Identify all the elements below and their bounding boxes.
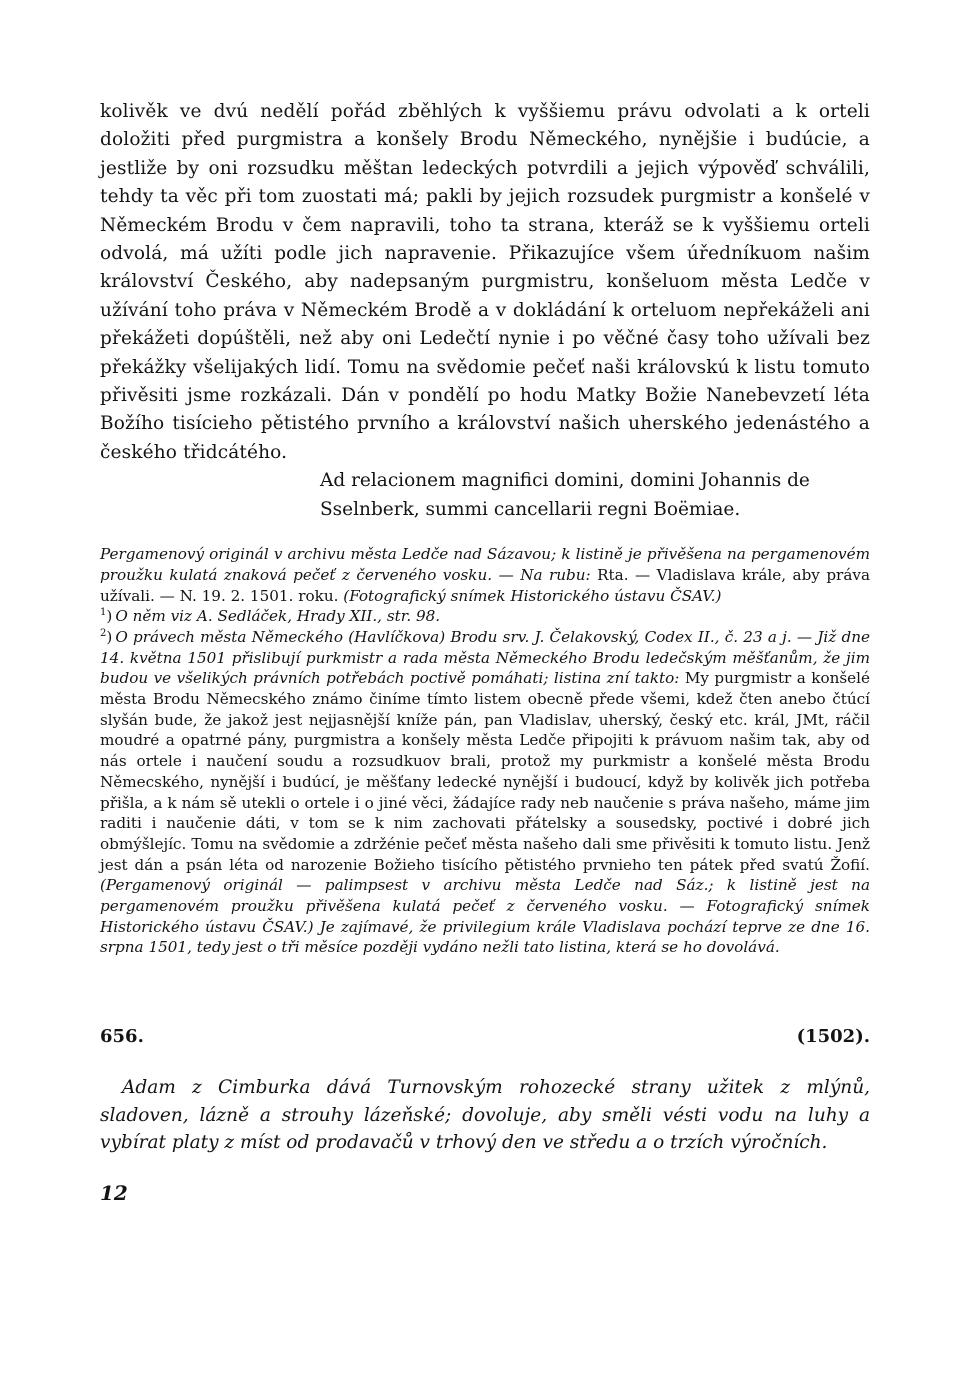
source-note-italic-2: (Fotografický snímek Historického ústavu ČSAV.) [343,586,722,605]
footnote-1 [100,606,870,627]
regest: Adam z Cimburka dává Turnovským rohozecké strany užitek z mlýnů, sladoven, lázně a strouhy lázeňské; dovoluje, aby směli vésti vodu na luhy a vybírat platy z míst od prodavačů v trhový den ve středu a o trzích výročních. [100,1077,870,1153]
document-header [100,1024,870,1050]
document-number: 656. [100,1026,144,1048]
footnote-2-paren: ) [106,627,113,646]
page-number: 12 [100,1181,128,1206]
document-date: (1502). [796,1026,870,1048]
source-note-roman-1: Rta. — Vladislava krále, aby práva užívali. — N. 19. 2. 1501. roku. [100,565,871,605]
source-note [100,544,870,606]
footnote-2-roman-1: My purgmistr a konšelé města Brodu Němecského známo činíme tímto listem obecně přede všemi, kdež čten anebo čtúcí slyšán bude, že jakož jest nejjasnější kníže pán, pan Vladislav, uherský, český etc. král, JMt, ráčil moudré a opatrné pány, purgmistra a konšely města Ledče připojiti k právuom našim tak, aby od nás ortele i naučení soudu a rozsudkuov brali, protož my purkmistr a konšelé města Brodu Němecského, nynější i budúcí, je měšťany ledecké nynější i budoucí, když by kolivěk jich potřeba přišla, a k nám sě utekli o ortele i o jiné věci, žádajíce rady neb naučenie s práva našeho, máme jim raditi i naučenie dáti, v tom se k nim zachovati přátelsky a sousedsky, poctivé i dobré jich obmýšlejíc. Tomu na svědomie a zdržénie pečeť města našeho dali sme přivěsiti k tomuto listu. Jenž jest dán a psán léta od narozenie Božieho tisícího pětistého prvnieho ten pátek před svatú Žofií. [100,669,870,874]
critical-apparatus [100,544,870,958]
footnote-2-italic-1: O právech města Německého (Havlíčkova) Brodu srv. J. Čelakovský, Codex II., č. 23 a j. — Již dne 14. května 1501 přislibují purkmistr a rada města Německého Brodu ledečským měšťanům, že jim budou ve všelikých právních potřebách poctivě pomáhati; listina zní takto: [100,627,870,688]
closing-formula: Ad relacionem magnifici domini, domini Johannis de Sselnberk, summi cancellarii regni Boëmiae. [320,470,810,520]
footnote-1-text: O něm viz A. Sedláček, Hrady XII., str. 98. [115,607,441,626]
footnote-2-italic-2: (Pergamenový originál — palimpsest v archivu města Ledče nad Sáz.; k listině jest na pergamenovém proužku přivěšena kulatá pečeť z červeného vosku. — Fotografický snímek Historického ústavu ČSAV.) Je zajímavé, že privilegium krále Vladislava pochází teprve ze dne 16. srpna 1501, tedy jest o tři měsíce později vydáno nežli tato listina, která se ho dovolává. [100,876,870,957]
page-body [100,98,870,1206]
footnote-2 [100,627,870,958]
footnote-1-paren: ) [106,607,113,626]
footnote-1-number: 1 [100,607,107,619]
main-text: kolivěk ve dvú nedělí pořád zběhlých k vyššiemu právu odvolati a k orteli doložiti před purgmistra a konšely Brodu Německého, nynějšie i budúcie, a jestliže by oni rozsudku měštan ledeckých potvrdili a jejich výpověď schválili, tehdy ta věc při tom zuostati má; pakli by jejich rozsudek purgmistr a konšelé v Německém Brodu v čem napravili, toho ta strana, kteráž se k vyššiemu orteli odvolá, má užíti podle jich napravenie. Přikazujíce všem úředníkuom našim království Českého, aby nadepsaným purgmistru, konšeluom města Ledče v užívání toho práva v Německém Brodě a v dokládání k orteluom nepřekáželi ani překážeti dopúštěli, než aby oni Ledečtí nynie i po věčné časy toho užívali bez překážky všelijakých lidí. Tomu na svědomie pečeť naši královskú k listu tomuto přivěsiti jsme rozkázali. Dán v pondělí po hodu Matky Božie Nanebevzetí léta Božího tisícieho pětistého prvního a království našich uherského jedenástého a českého třidcátého. [100,101,870,463]
footnote-2-number: 2 [100,627,107,639]
source-note-italic-1: Pergamenový originál v archivu města Ledče nad Sázavou; k listině je přivěšena na pergamenovém proužku kulatá znaková pečeť z červeného vosku. — Na rubu: [100,545,870,584]
